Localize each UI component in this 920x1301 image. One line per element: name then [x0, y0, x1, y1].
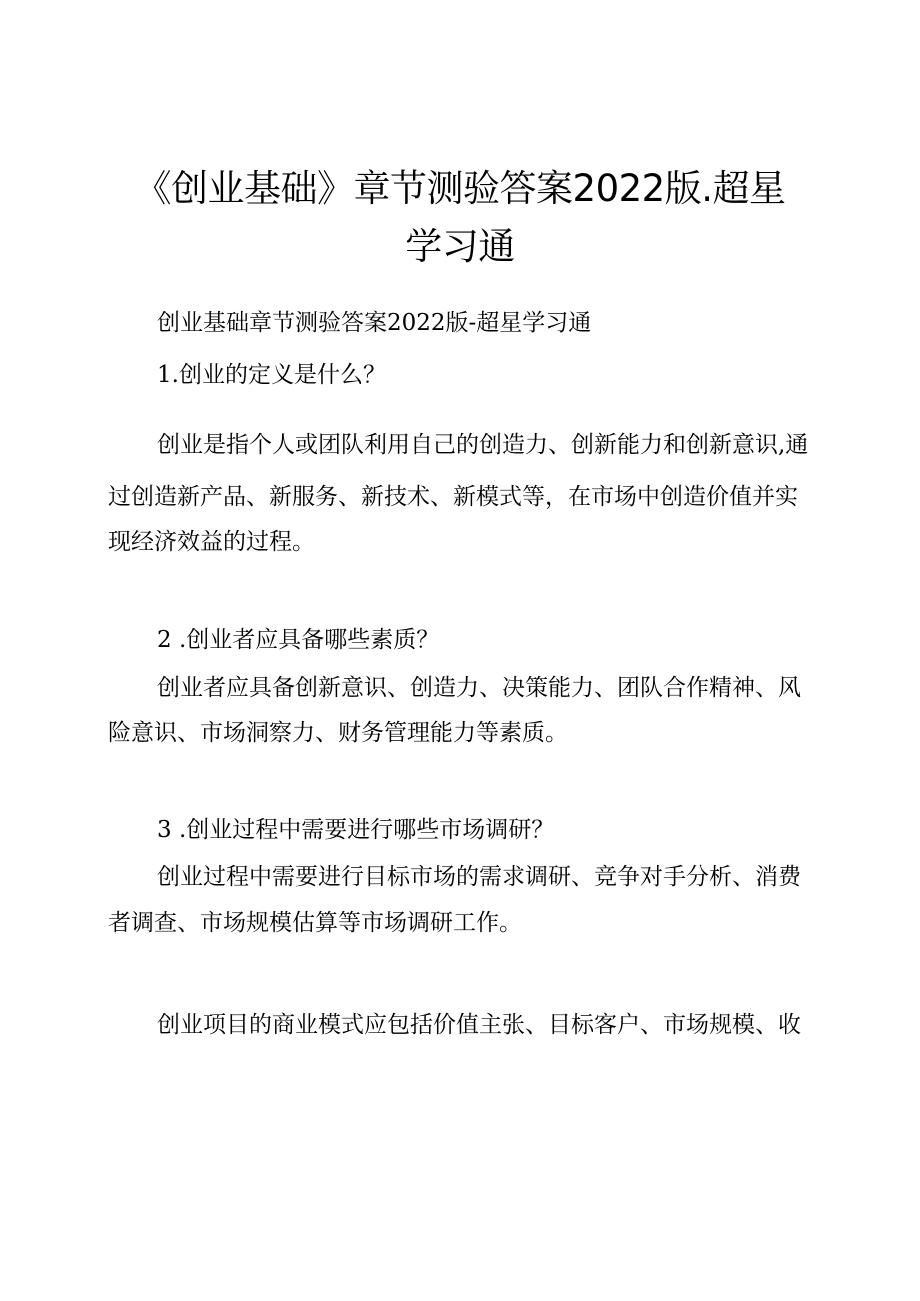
answer-3-line-2: 者调查、市场规模估算等市场调研工作。 — [108, 910, 522, 936]
answer-1-line-2: 过创造新产品、新服务、新技术、新模式等，在市场中创造价值并实 — [108, 484, 798, 510]
answer-4-line-1: 创业项目的商业模式应包括价值主张、目标客户、市场规模、收 — [157, 1012, 801, 1038]
title-line-2: 学习通 — [405, 225, 515, 268]
answer-1-line-1: 创业是指个人或团队利用自己的创造力、创新能力和创新意识,通 — [157, 432, 809, 458]
question-1: 1.创业的定义是什么？ — [157, 362, 386, 388]
answer-2-line-1: 创业者应具备创新意识、创造力、决策能力、团队合作精神、风 — [157, 675, 801, 701]
document-title — [100, 160, 820, 276]
question-2: 2 .创业者应具备哪些素质？ — [157, 627, 440, 653]
answer-1-line-3: 现经济效益的过程。 — [108, 529, 315, 555]
question-3: 3 .创业过程中需要进行哪些市场调研？ — [157, 817, 555, 843]
document-subtitle: 创业基础章节测验答案2022版-超星学习通 — [157, 310, 592, 336]
title-line-1: 《创业基础》章节测验答案2022版.超星 — [134, 167, 786, 210]
answer-3-line-1: 创业过程中需要进行目标市场的需求调研、竞争对手分析、消费 — [157, 864, 801, 890]
answer-2-line-2: 险意识、市场洞察力、财务管理能力等素质。 — [108, 720, 568, 746]
